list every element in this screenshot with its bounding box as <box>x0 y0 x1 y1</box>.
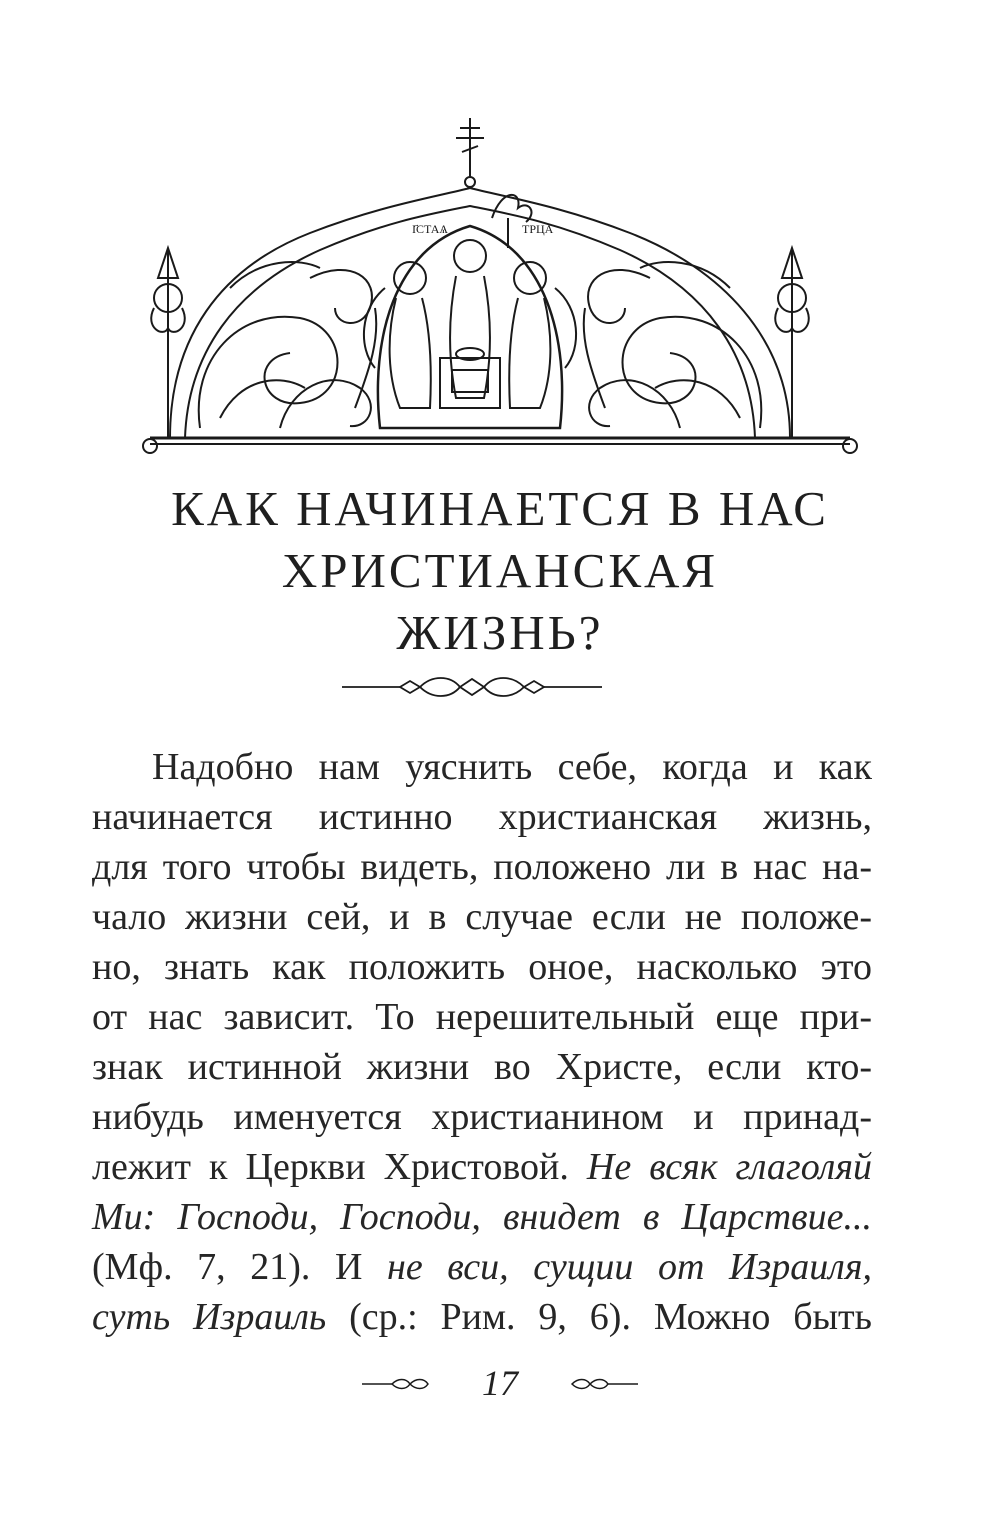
ornamental-divider-icon <box>342 675 602 699</box>
scripture-quote: не вси, сущии от Израиля, <box>386 1246 872 1288</box>
chapter-title <box>0 478 1000 664</box>
text-line: нибудь именуется христианином и принад- <box>92 1096 872 1138</box>
text-line: чало жизни сей, и в случае если не положе- <box>92 896 872 938</box>
text-line <box>92 1242 872 1292</box>
text-line: знак истинной жизни во Христе, если кто- <box>92 1046 872 1088</box>
text-line: Надобно нам уяснить себе, когда и как <box>152 746 872 788</box>
footer-ornament-right-icon <box>568 1376 638 1392</box>
title-line: КАК НАЧИНАЕТСЯ В НАС <box>171 481 829 536</box>
text-plain: (Мф. 7, 21). И <box>92 1246 387 1288</box>
inscription-left: I҃СТАѦ <box>412 222 449 236</box>
title-line: ЖИЗНЬ? <box>396 605 604 660</box>
page-number: 17 <box>482 1363 518 1403</box>
scripture-quote: Ми: Господи, Господи, внидет в Царствие... <box>92 1196 872 1238</box>
text-line: начинается истинно христианская жизнь, <box>92 796 872 838</box>
scripture-quote: суть Израиль <box>92 1296 327 1338</box>
page-footer <box>0 1358 1000 1408</box>
title-line: ХРИСТИАНСКАЯ <box>281 543 719 598</box>
trinity-ornament-icon <box>130 108 870 460</box>
text-plain: (ср.: Рим. 9, 6). Можно быть <box>326 1296 872 1338</box>
footer-ornament-left-icon <box>362 1376 432 1392</box>
body-paragraph <box>92 742 872 1342</box>
text-line: от нас зависит. То нерешительный еще при- <box>92 996 872 1038</box>
text-line: для того чтобы видеть, положено ли в нас на- <box>92 846 872 888</box>
inscription-right: ТРЦА <box>522 222 554 236</box>
text-line <box>92 1142 872 1192</box>
scripture-quote: Не всяк глаголяй <box>586 1146 873 1188</box>
text-line: но, знать как положить оное, насколько это <box>92 946 872 988</box>
text-plain: лежит к Церкви Христовой. <box>92 1146 587 1188</box>
text-line <box>92 1292 872 1342</box>
